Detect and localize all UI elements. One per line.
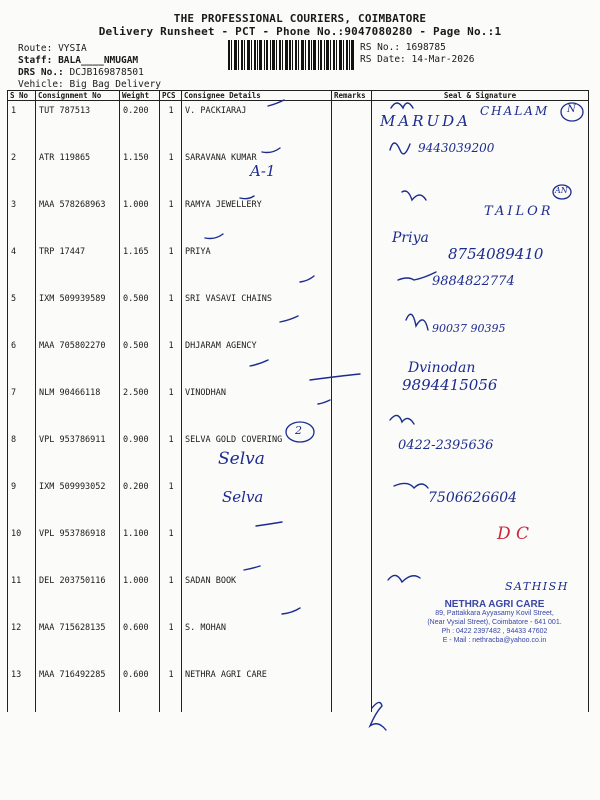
- consignment-no: MAA 715628135: [36, 618, 120, 665]
- consignee: PRIYA: [182, 242, 332, 289]
- hw-r9a: Selva: [218, 449, 265, 469]
- drs-value: DCJB169878501: [69, 67, 144, 78]
- consignment-no: MAA 716492285: [36, 665, 120, 712]
- page-subtitle: Delivery Runsheet - PCT - Phone No.:9047080280 - Page No.:1: [98, 25, 502, 38]
- sno: 11: [8, 571, 36, 618]
- weight: 1.100: [120, 524, 160, 571]
- hw-r2b: 9443039200: [418, 141, 495, 155]
- sno: 6: [8, 336, 36, 383]
- consignee: V. PACKIARAJ: [182, 101, 332, 149]
- stamp-line1: 89, Pattakkara Ayyasamy Kovil Street,: [435, 610, 554, 617]
- sno: 7: [8, 383, 36, 430]
- sno: 3: [8, 195, 36, 242]
- vehicle-value: Big Bag Delivery: [69, 79, 162, 90]
- pcs: 1: [160, 195, 182, 242]
- col-weight: Weight: [120, 91, 160, 101]
- weight: 1.150: [120, 148, 160, 195]
- stamp-line2: (Near Vysial Street), Coimbatore - 641 001.: [427, 619, 562, 626]
- sno: 10: [8, 524, 36, 571]
- seal-stamp: [402, 600, 587, 645]
- sno: 13: [8, 665, 36, 712]
- col-sno: S No: [8, 91, 36, 101]
- rs-date-label: RS Date:: [360, 54, 406, 65]
- hw-r5a: 9884822774: [432, 274, 515, 289]
- sno: 5: [8, 289, 36, 336]
- hw-r11a: D C: [497, 524, 530, 544]
- vehicle-label: Vehicle:: [18, 79, 64, 90]
- weight: 2.500: [120, 383, 160, 430]
- sno: 8: [8, 430, 36, 477]
- consignment-no: NLM 90466118: [36, 383, 120, 430]
- hw-r3b: AN: [555, 186, 568, 195]
- sno: 1: [8, 101, 36, 149]
- page-title: THE PROFESSIONAL COURIERS, COIMBATORE: [173, 12, 427, 25]
- consignee: S. MOHAN: [182, 618, 332, 665]
- pcs: 1: [160, 101, 182, 149]
- pcs: 1: [160, 289, 182, 336]
- weight: 0.200: [120, 477, 160, 524]
- stamp-name: NETHRA AGRI CARE: [444, 599, 545, 610]
- rs-date-value: 14-Mar-2026: [411, 54, 475, 65]
- weight: 0.500: [120, 289, 160, 336]
- hw-r1b: CHALAM: [480, 104, 550, 118]
- consignment-no: DEL 203750116: [36, 571, 120, 618]
- hw-r7a: Dvinodan: [408, 360, 476, 376]
- weight: 1.165: [120, 242, 160, 289]
- pcs: 1: [160, 148, 182, 195]
- col-consignment: Consignment No: [36, 91, 120, 101]
- consignee: RAMYA JEWELLERY: [182, 195, 332, 242]
- stamp-line3: Ph : 0422 2397482 , 94433 47602: [441, 628, 548, 635]
- consignee: VINODHAN: [182, 383, 332, 430]
- pcs: 1: [160, 571, 182, 618]
- hw-r3a: TAILOR: [484, 204, 554, 219]
- weight: 0.500: [120, 336, 160, 383]
- route-value: VYSIA: [58, 43, 87, 54]
- consignee: SELVA GOLD COVERING: [182, 430, 332, 477]
- hw-r9b: 0422-2395636: [398, 438, 494, 453]
- hw-r2a: A-1: [250, 162, 276, 180]
- consignment-no: TUT 787513: [36, 101, 120, 149]
- pcs: 1: [160, 618, 182, 665]
- staff-value: BALA____NMUGAM: [58, 55, 139, 66]
- sno: 2: [8, 148, 36, 195]
- consignment-no: VPL 953786911: [36, 430, 120, 477]
- pcs: 1: [160, 242, 182, 289]
- col-consignee: Consignee Details: [182, 91, 332, 101]
- hw-r10b: 7506626604: [428, 490, 518, 506]
- route-label: Route:: [18, 43, 53, 54]
- consignment-no: IXM 509993052: [36, 477, 120, 524]
- consignee: DHJARAM AGENCY: [182, 336, 332, 383]
- consignment-no: MAA 578268963: [36, 195, 120, 242]
- consignment-no: IXM 509939589: [36, 289, 120, 336]
- hw-r12a: SATHISH: [505, 580, 569, 593]
- sno: 12: [8, 618, 36, 665]
- pcs: 1: [160, 430, 182, 477]
- consignment-no: ATR 119865: [36, 148, 120, 195]
- hw-r1c: N: [567, 104, 576, 115]
- rs-no-value: 1698785: [405, 42, 446, 53]
- pcs: 1: [160, 665, 182, 712]
- weight: 1.000: [120, 195, 160, 242]
- weight: 0.200: [120, 101, 160, 149]
- pcs: 1: [160, 524, 182, 571]
- drs-label: DRS No.:: [18, 67, 64, 78]
- weight: 0.600: [120, 665, 160, 712]
- sno: 4: [8, 242, 36, 289]
- consignment-no: VPL 953786918: [36, 524, 120, 571]
- col-pcs: PCS: [160, 91, 182, 101]
- consignee: NETHRA AGRI CARE: [182, 665, 332, 712]
- consignee: SADAN BOOK: [182, 571, 332, 618]
- weight: 1.000: [120, 571, 160, 618]
- col-signature: Seal & Signature: [372, 91, 589, 101]
- pcs: 1: [160, 336, 182, 383]
- consignment-no: MAA 705802270: [36, 336, 120, 383]
- hw-r7b: 9894415056: [402, 376, 498, 394]
- hw-r1a: MARUDA: [380, 112, 471, 130]
- staff-label: Staff:: [18, 55, 53, 66]
- weight: 0.900: [120, 430, 160, 477]
- stamp-line4: E - Mail : nethracba@yahoo.co.in: [442, 637, 547, 644]
- sno: 9: [8, 477, 36, 524]
- pcs: 1: [160, 477, 182, 524]
- pcs: 1: [160, 383, 182, 430]
- hw-r4b: 8754089410: [448, 245, 544, 263]
- hw-r10a: Selva: [222, 488, 264, 506]
- rs-no-label: RS No.:: [360, 42, 401, 53]
- consignee: SARAVANA KUMAR: [182, 148, 332, 195]
- hw-r6a: 90037 90395: [432, 322, 506, 335]
- weight: 0.600: [120, 618, 160, 665]
- hw-r4a: Priya: [392, 230, 429, 246]
- consignee: SRI VASAVI CHAINS: [182, 289, 332, 336]
- consignment-no: TRP 17447: [36, 242, 120, 289]
- col-remarks: Remarks: [332, 91, 372, 101]
- hw-r8a: 2: [295, 424, 302, 437]
